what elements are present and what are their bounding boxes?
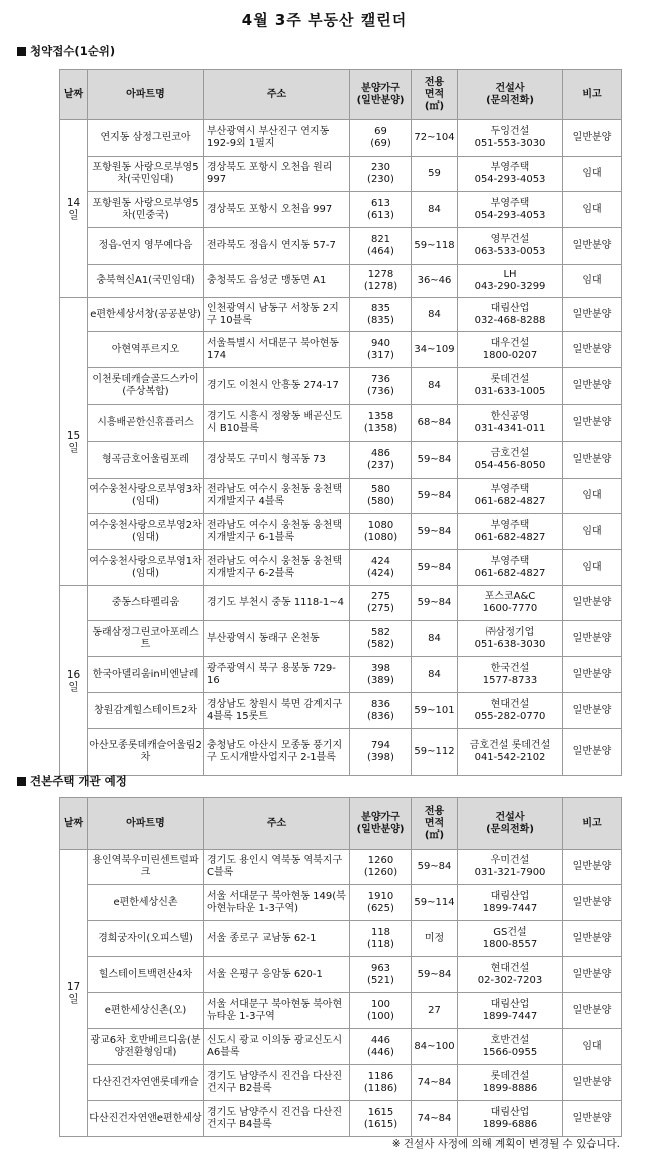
builder-cell: ㈜삼정기업 051-638-3030 — [458, 621, 563, 657]
note-cell: 임대 — [563, 1029, 622, 1065]
date-cell: 15일 — [60, 298, 88, 586]
area-cell: 59~112 — [412, 729, 458, 776]
header-date: 날짜 — [60, 798, 88, 850]
header-address: 주소 — [204, 798, 350, 850]
units-cell: 613 (613) — [350, 192, 412, 228]
address-cell: 전라북도 정읍시 연지동 57-7 — [204, 228, 350, 265]
units-cell: 230 (230) — [350, 157, 412, 192]
apartment-name-cell: 이천롯데캐슬골드스카이(주상복합) — [88, 368, 204, 405]
note-cell: 일반분양 — [563, 693, 622, 729]
table-row — [60, 157, 622, 192]
note-cell: 일반분양 — [563, 621, 622, 657]
units-cell: 1615 (1615) — [350, 1101, 412, 1137]
note-cell: 임대 — [563, 192, 622, 228]
table-row — [60, 332, 622, 368]
builder-cell: 우미건설 031-321-7900 — [458, 850, 563, 885]
builder-cell: 호반건설 1566-0955 — [458, 1029, 563, 1065]
area-cell: 84 — [412, 368, 458, 405]
address-cell: 서울특별시 서대문구 북아현동 174 — [204, 332, 350, 368]
units-cell: 446 (446) — [350, 1029, 412, 1065]
apartment-name-cell: e편한세상서창(공공분양) — [88, 298, 204, 332]
date-cell: 17일 — [60, 850, 88, 1137]
builder-cell: 대림산업 1899-6886 — [458, 1101, 563, 1137]
area-cell: 84~100 — [412, 1029, 458, 1065]
area-cell: 59~118 — [412, 228, 458, 265]
table-row — [60, 368, 622, 405]
note-cell: 임대 — [563, 550, 622, 586]
note-cell: 일반분양 — [563, 657, 622, 693]
table-row — [60, 621, 622, 657]
table-row — [60, 693, 622, 729]
section-heading-text: 청약접수(1순위) — [30, 44, 116, 58]
header-date: 날짜 — [60, 70, 88, 120]
builder-cell: 롯데건설 1899-8886 — [458, 1065, 563, 1101]
area-cell: 59~84 — [412, 957, 458, 993]
builder-cell: 금호건설 054-456-8050 — [458, 442, 563, 479]
apartment-name-cell: 연지동 삼정그린코아 — [88, 120, 204, 157]
area-cell: 34~109 — [412, 332, 458, 368]
apartment-name-cell: 다산진건자연앤e편한세상 — [88, 1101, 204, 1137]
area-cell: 84 — [412, 192, 458, 228]
table-row — [60, 120, 622, 157]
units-cell: 794 (398) — [350, 729, 412, 776]
address-cell: 경기도 이천시 안흥동 274-17 — [204, 368, 350, 405]
units-cell: 486 (237) — [350, 442, 412, 479]
builder-cell: 대림산업 1899-7447 — [458, 885, 563, 921]
units-cell: 1358 (1358) — [350, 405, 412, 442]
note-cell: 임대 — [563, 157, 622, 192]
header-units: 분양가구 (일반분양) — [350, 798, 412, 850]
table-row — [60, 1065, 622, 1101]
area-cell: 59~84 — [412, 586, 458, 621]
address-cell: 경기도 남양주시 진건읍 다산진건지구 B4블록 — [204, 1101, 350, 1137]
area-cell: 59~84 — [412, 514, 458, 550]
address-cell: 부산광역시 동래구 온천동 — [204, 621, 350, 657]
address-cell: 경기도 용인시 역북동 역북지구 C블록 — [204, 850, 350, 885]
table-row — [60, 298, 622, 332]
builder-cell: 현대건설 055-282-0770 — [458, 693, 563, 729]
address-cell: 경기도 부천시 중동 1118-1~4 — [204, 586, 350, 621]
note-cell: 일반분양 — [563, 921, 622, 957]
area-cell: 59~84 — [412, 479, 458, 514]
apartment-name-cell: 힐스테이트백련산4차 — [88, 957, 204, 993]
header-apartment: 아파트명 — [88, 70, 204, 120]
units-cell: 69 (69) — [350, 120, 412, 157]
units-cell: 424 (424) — [350, 550, 412, 586]
note-cell: 일반분양 — [563, 993, 622, 1029]
address-cell: 광주광역시 북구 용봉동 729-16 — [204, 657, 350, 693]
date-cell: 14일 — [60, 120, 88, 298]
table-row — [60, 1101, 622, 1137]
area-cell: 59 — [412, 157, 458, 192]
apartment-name-cell: 시흥배곧한신휴플러스 — [88, 405, 204, 442]
page-title: 4월 3주 부동산 캘린더 — [241, 11, 408, 29]
builder-cell: 두잉건설 051-553-3030 — [458, 120, 563, 157]
table-row — [60, 228, 622, 265]
apartment-name-cell: 정읍-연지 영무예다음 — [88, 228, 204, 265]
footer-note: ※ 건설사 사정에 의해 계획이 변경될 수 있습니다. — [391, 1138, 620, 1150]
apartment-name-cell: 한국아델리움in비엔날레 — [88, 657, 204, 693]
address-cell: 경상북도 포항시 오천읍 원리 997 — [204, 157, 350, 192]
apartment-name-cell: 아현역푸르지오 — [88, 332, 204, 368]
address-cell: 전라남도 여수시 웅천동 웅천택지개발지구 6-2블록 — [204, 550, 350, 586]
units-cell: 580 (580) — [350, 479, 412, 514]
table-row — [60, 657, 622, 693]
area-cell: 84 — [412, 621, 458, 657]
builder-cell: 금호건설 롯데건설 041-542-2102 — [458, 729, 563, 776]
units-cell: 836 (836) — [350, 693, 412, 729]
units-cell: 275 (275) — [350, 586, 412, 621]
address-cell: 충청북도 음성군 맹동면 A1 — [204, 265, 350, 298]
header-apartment: 아파트명 — [88, 798, 204, 850]
header-builder: 건설사 (문의전화) — [458, 70, 563, 120]
subscription-table — [59, 69, 622, 776]
address-cell: 경기도 시흥시 정왕동 배곧신도시 B10블록 — [204, 405, 350, 442]
table-row — [60, 1029, 622, 1065]
builder-cell: 대우건설 1800-0207 — [458, 332, 563, 368]
builder-cell: 부영주택 061-682-4827 — [458, 550, 563, 586]
table-header-row — [60, 798, 622, 850]
units-cell: 1080 (1080) — [350, 514, 412, 550]
square-bullet-icon — [17, 47, 26, 56]
address-cell: 경상북도 포항시 오천읍 997 — [204, 192, 350, 228]
units-cell: 398 (389) — [350, 657, 412, 693]
header-units: 분양가구 (일반분양) — [350, 70, 412, 120]
units-cell: 835 (835) — [350, 298, 412, 332]
address-cell: 서울 서대문구 북아현동 149(북아현뉴타운 1-3구역) — [204, 885, 350, 921]
units-cell: 1278 (1278) — [350, 265, 412, 298]
address-cell: 충청남도 아산시 모종동 풍기지구 도시개발사업지구 2-1블록 — [204, 729, 350, 776]
table-row — [60, 921, 622, 957]
apartment-name-cell: 아산모종롯데캐슬어울림2차 — [88, 729, 204, 776]
area-cell: 59~84 — [412, 850, 458, 885]
note-cell: 일반분양 — [563, 405, 622, 442]
date-cell: 16일 — [60, 586, 88, 776]
note-cell: 일반분양 — [563, 228, 622, 265]
apartment-name-cell: 용인역북우미린센트럴파크 — [88, 850, 204, 885]
table-row — [60, 405, 622, 442]
builder-cell: 포스코A&C 1600-7770 — [458, 586, 563, 621]
builder-cell: GS건설 1800-8557 — [458, 921, 563, 957]
area-cell: 74~84 — [412, 1101, 458, 1137]
apartment-name-cell: e편한세상신촌 — [88, 885, 204, 921]
table-row — [60, 729, 622, 776]
address-cell: 전라남도 여수시 웅천동 웅천택지개발지구 6-1블록 — [204, 514, 350, 550]
apartment-name-cell: 형곡금호어울림포레 — [88, 442, 204, 479]
builder-cell: 현대건설 02-302-7203 — [458, 957, 563, 993]
units-cell: 1186 (1186) — [350, 1065, 412, 1101]
builder-cell: 부영주택 061-682-4827 — [458, 479, 563, 514]
address-cell: 서울 서대문구 북아현동 북아현뉴타운 1-3구역 — [204, 993, 350, 1029]
apartment-name-cell: e편한세상신촌(오) — [88, 993, 204, 1029]
address-cell: 경기도 남양주시 진건읍 다산진건지구 B2블록 — [204, 1065, 350, 1101]
table-row — [60, 993, 622, 1029]
header-area: 전용 면적 (㎡) — [412, 70, 458, 120]
builder-cell: 영무건설 063-533-0053 — [458, 228, 563, 265]
table-row — [60, 192, 622, 228]
table-row — [60, 550, 622, 586]
units-cell: 100 (100) — [350, 993, 412, 1029]
builder-cell: 대림산업 032-468-8288 — [458, 298, 563, 332]
note-cell: 일반분양 — [563, 850, 622, 885]
area-cell: 84 — [412, 657, 458, 693]
builder-cell: 부영주택 061-682-4827 — [458, 514, 563, 550]
note-cell: 임대 — [563, 265, 622, 298]
builder-cell: 대림산업 1899-7447 — [458, 993, 563, 1029]
apartment-name-cell: 여수웅천사랑으로부영2차(임대) — [88, 514, 204, 550]
builder-cell: 한신공영 031-4341-011 — [458, 405, 563, 442]
note-cell: 일반분양 — [563, 1101, 622, 1137]
units-cell: 963 (521) — [350, 957, 412, 993]
note-cell: 일반분양 — [563, 442, 622, 479]
apartment-name-cell: 중동스타펠리움 — [88, 586, 204, 621]
area-cell: 59~101 — [412, 693, 458, 729]
area-cell: 72~104 — [412, 120, 458, 157]
note-cell: 일반분양 — [563, 368, 622, 405]
address-cell: 서울 종로구 교남동 62-1 — [204, 921, 350, 957]
apartment-name-cell: 다산진건자연앤롯데캐슬 — [88, 1065, 204, 1101]
builder-cell: LH 043-290-3299 — [458, 265, 563, 298]
table-row — [60, 957, 622, 993]
address-cell: 서울 은평구 응암동 620-1 — [204, 957, 350, 993]
note-cell: 일반분양 — [563, 885, 622, 921]
builder-cell: 롯데건설 031-633-1005 — [458, 368, 563, 405]
apartment-name-cell: 충북혁신A1(국민임대) — [88, 265, 204, 298]
table-row — [60, 479, 622, 514]
apartment-name-cell: 여수웅천사랑으로부영3차(임대) — [88, 479, 204, 514]
header-address: 주소 — [204, 70, 350, 120]
area-cell: 59~84 — [412, 550, 458, 586]
area-cell: 27 — [412, 993, 458, 1029]
units-cell: 582 (582) — [350, 621, 412, 657]
table-row — [60, 265, 622, 298]
section-heading-model-house — [17, 773, 127, 789]
apartment-name-cell: 창원감계힐스테이트2차 — [88, 693, 204, 729]
note-cell: 일반분양 — [563, 298, 622, 332]
builder-cell: 한국건설 1577-8733 — [458, 657, 563, 693]
note-cell: 일반분양 — [563, 332, 622, 368]
apartment-name-cell: 포항원동 사랑으로부영5차(민중국) — [88, 192, 204, 228]
table-header-row — [60, 70, 622, 120]
apartment-name-cell: 광교6차 호반베르디움(분양전환형임대) — [88, 1029, 204, 1065]
note-cell: 임대 — [563, 479, 622, 514]
header-area: 전용 면적 (㎡) — [412, 798, 458, 850]
address-cell: 경상북도 구미시 형곡동 73 — [204, 442, 350, 479]
area-cell: 36~46 — [412, 265, 458, 298]
header-builder: 건설사 (문의전화) — [458, 798, 563, 850]
builder-cell: 부영주택 054-293-4053 — [458, 192, 563, 228]
section-heading-text: 견본주택 개관 예정 — [30, 774, 127, 788]
apartment-name-cell: 동래삼정그린코아포레스트 — [88, 621, 204, 657]
units-cell: 1260 (1260) — [350, 850, 412, 885]
square-bullet-icon — [17, 777, 26, 786]
units-cell: 940 (317) — [350, 332, 412, 368]
table-row — [60, 442, 622, 479]
area-cell: 미정 — [412, 921, 458, 957]
header-note: 비고 — [563, 70, 622, 120]
area-cell: 74~84 — [412, 1065, 458, 1101]
builder-cell: 부영주택 054-293-4053 — [458, 157, 563, 192]
apartment-name-cell: 포항원동 사랑으로부영5차(국민임대) — [88, 157, 204, 192]
note-cell: 일반분양 — [563, 586, 622, 621]
address-cell: 전라남도 여수시 웅천동 웅천택지개발지구 4블록 — [204, 479, 350, 514]
model-house-table — [59, 797, 622, 1137]
note-cell: 일반분양 — [563, 120, 622, 157]
note-cell: 일반분양 — [563, 1065, 622, 1101]
table-row — [60, 586, 622, 621]
area-cell: 59~84 — [412, 442, 458, 479]
table-row — [60, 514, 622, 550]
units-cell: 821 (464) — [350, 228, 412, 265]
apartment-name-cell: 경희궁자이(오피스텔) — [88, 921, 204, 957]
table-row — [60, 885, 622, 921]
header-note: 비고 — [563, 798, 622, 850]
area-cell: 68~84 — [412, 405, 458, 442]
address-cell: 인천광역시 남동구 서창동 2지구 10블록 — [204, 298, 350, 332]
note-cell: 일반분양 — [563, 957, 622, 993]
note-cell: 일반분양 — [563, 729, 622, 776]
table-row — [60, 850, 622, 885]
area-cell: 59~114 — [412, 885, 458, 921]
units-cell: 736 (736) — [350, 368, 412, 405]
address-cell: 부산광역시 부산진구 연지동 192-9외 1필지 — [204, 120, 350, 157]
area-cell: 84 — [412, 298, 458, 332]
note-cell: 임대 — [563, 514, 622, 550]
section-heading-subscription — [17, 43, 115, 59]
units-cell: 1910 (625) — [350, 885, 412, 921]
units-cell: 118 (118) — [350, 921, 412, 957]
apartment-name-cell: 여수웅천사랑으로부영1차(임대) — [88, 550, 204, 586]
address-cell: 신도시 광교 이의동 광교신도시 A6블록 — [204, 1029, 350, 1065]
address-cell: 경상남도 창원시 북면 감계지구 4블록 15롯트 — [204, 693, 350, 729]
